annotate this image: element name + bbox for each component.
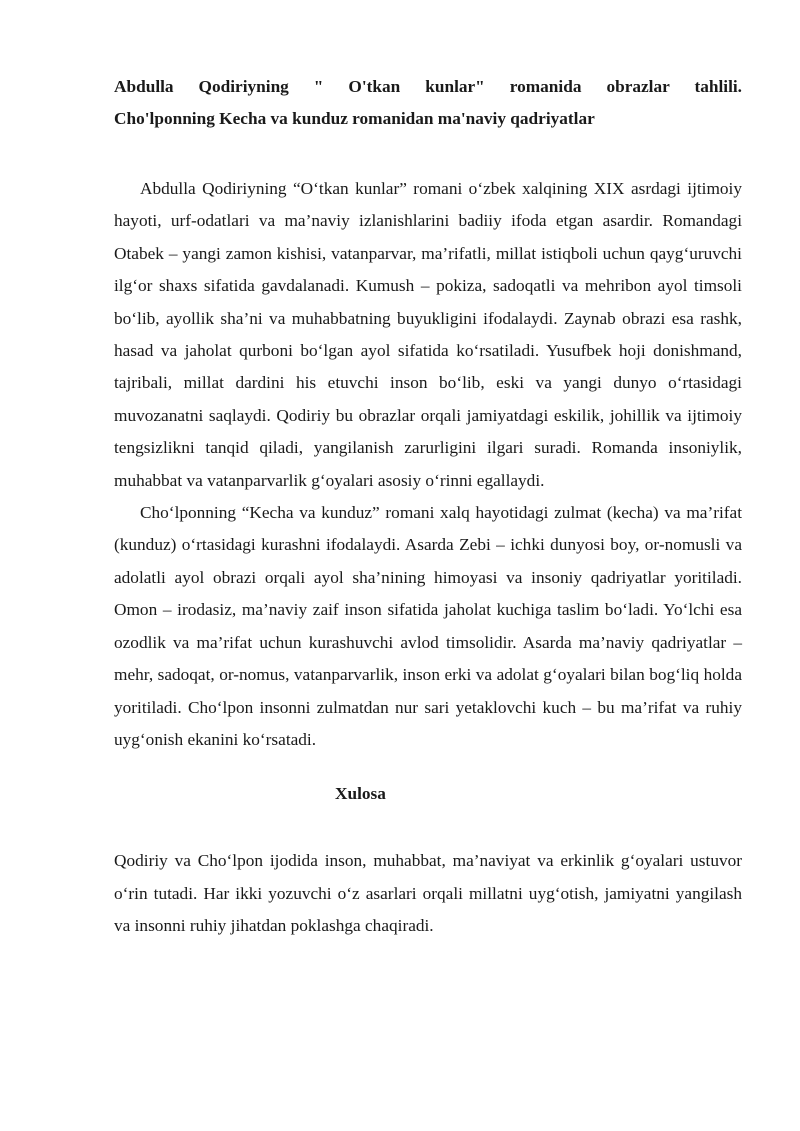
paragraph-kecha-va-kunduz: Cho‘lponning “Kecha va kunduz” romani xalq hayotidagi zulmat (kecha) va ma’rifat (kunduz) o‘rtasidagi kurashni ifodalaydi. Asarda Zebi – ichki dunyosi boy, or-nomusli va adolatli ayol obrazi orqali ayol sha’nining himoyasi va insoniy qadriyatlar yoritiladi. Omon – irodasiz, ma’naviy zaif inson sifatida jaholat kuchiga taslim bo‘ladi. Yo‘lchi esa ozodlik va ma’rifat uchun kurashuvchi avlod timsolidir. Asarda ma’naviy qadriyatlar – mehr, sadoqat, or-nomus, vatanparvarlik, inson erki va adolat g‘oyalari bilan bog‘liq holda yoritiladi. Cho‘lpon insonni zulmatdan nur sari yetaklovchi kuch – bu ma’rifat va ruhiy uyg‘onish ekanini ko‘rsatadi. [114,503,742,749]
document-title [114,71,742,135]
conclusion-paragraph: Qodiriy va Cho‘lpon ijodida inson, muhabbat, ma’naviyat va erkinlik g‘oyalari ustuvor o‘rin tutadi. Har ikki yozuvchi o‘z asarlari orqali millatni uyg‘otish, jamiyatni yangilash va insonni ruhiy jihatdan poklashga chaqiradi. [114,851,742,936]
paragraph-otkan-kunlar: Abdulla Qodiriyning “O‘tkan kunlar” romani o‘zbek xalqining XIX asrdagi ijtimoiy hayoti, urf-odatlari va ma’naviy izlanishlarini badiiy ifoda etgan asardir. Romandagi Otabek – yangi zamon kishisi, vatanparvar, ma’rifatli, millat istiqboli uchun qayg‘uruvchi ilg‘or shaxs sifatida gavdalanadi. Kumush – pokiza, sadoqatli va mehribon ayol timsoli bo‘lib, ayollik sha’ni va muhabbatning buyukligini ifodalaydi. Zaynab obrazi esa rashk, hasad va jaholat qurboni bo‘lgan ayol sifatida ko‘rsatiladi. Yusufbek hoji donishmand, tajribali, millat dardini his etuvchi inson bo‘lib, eski va yangi dunyo o‘rtasidagi muvozanatni saqlaydi. Qodiriy bu obrazlar orqali jamiyatdagi eskilik, johillik va ijtimoiy tengsizlikni tanqid qiladi, yangilanish zarurligini ilgari suradi. Romanda insoniylik, muhabbat va vatanparvarlik g‘oyalari asosiy o‘rinni egallaydi. [114,179,742,490]
document-page [114,71,742,943]
title-line-2: Cho'lponning Kecha va kunduz romanidan ma'naviy qadriyatlar [114,109,595,128]
conclusion-heading: Xulosa [335,784,386,804]
title-line-1: Abdulla Qodiriyning " O'tkan kunlar" romanida obrazlar tahlili. [114,77,742,96]
